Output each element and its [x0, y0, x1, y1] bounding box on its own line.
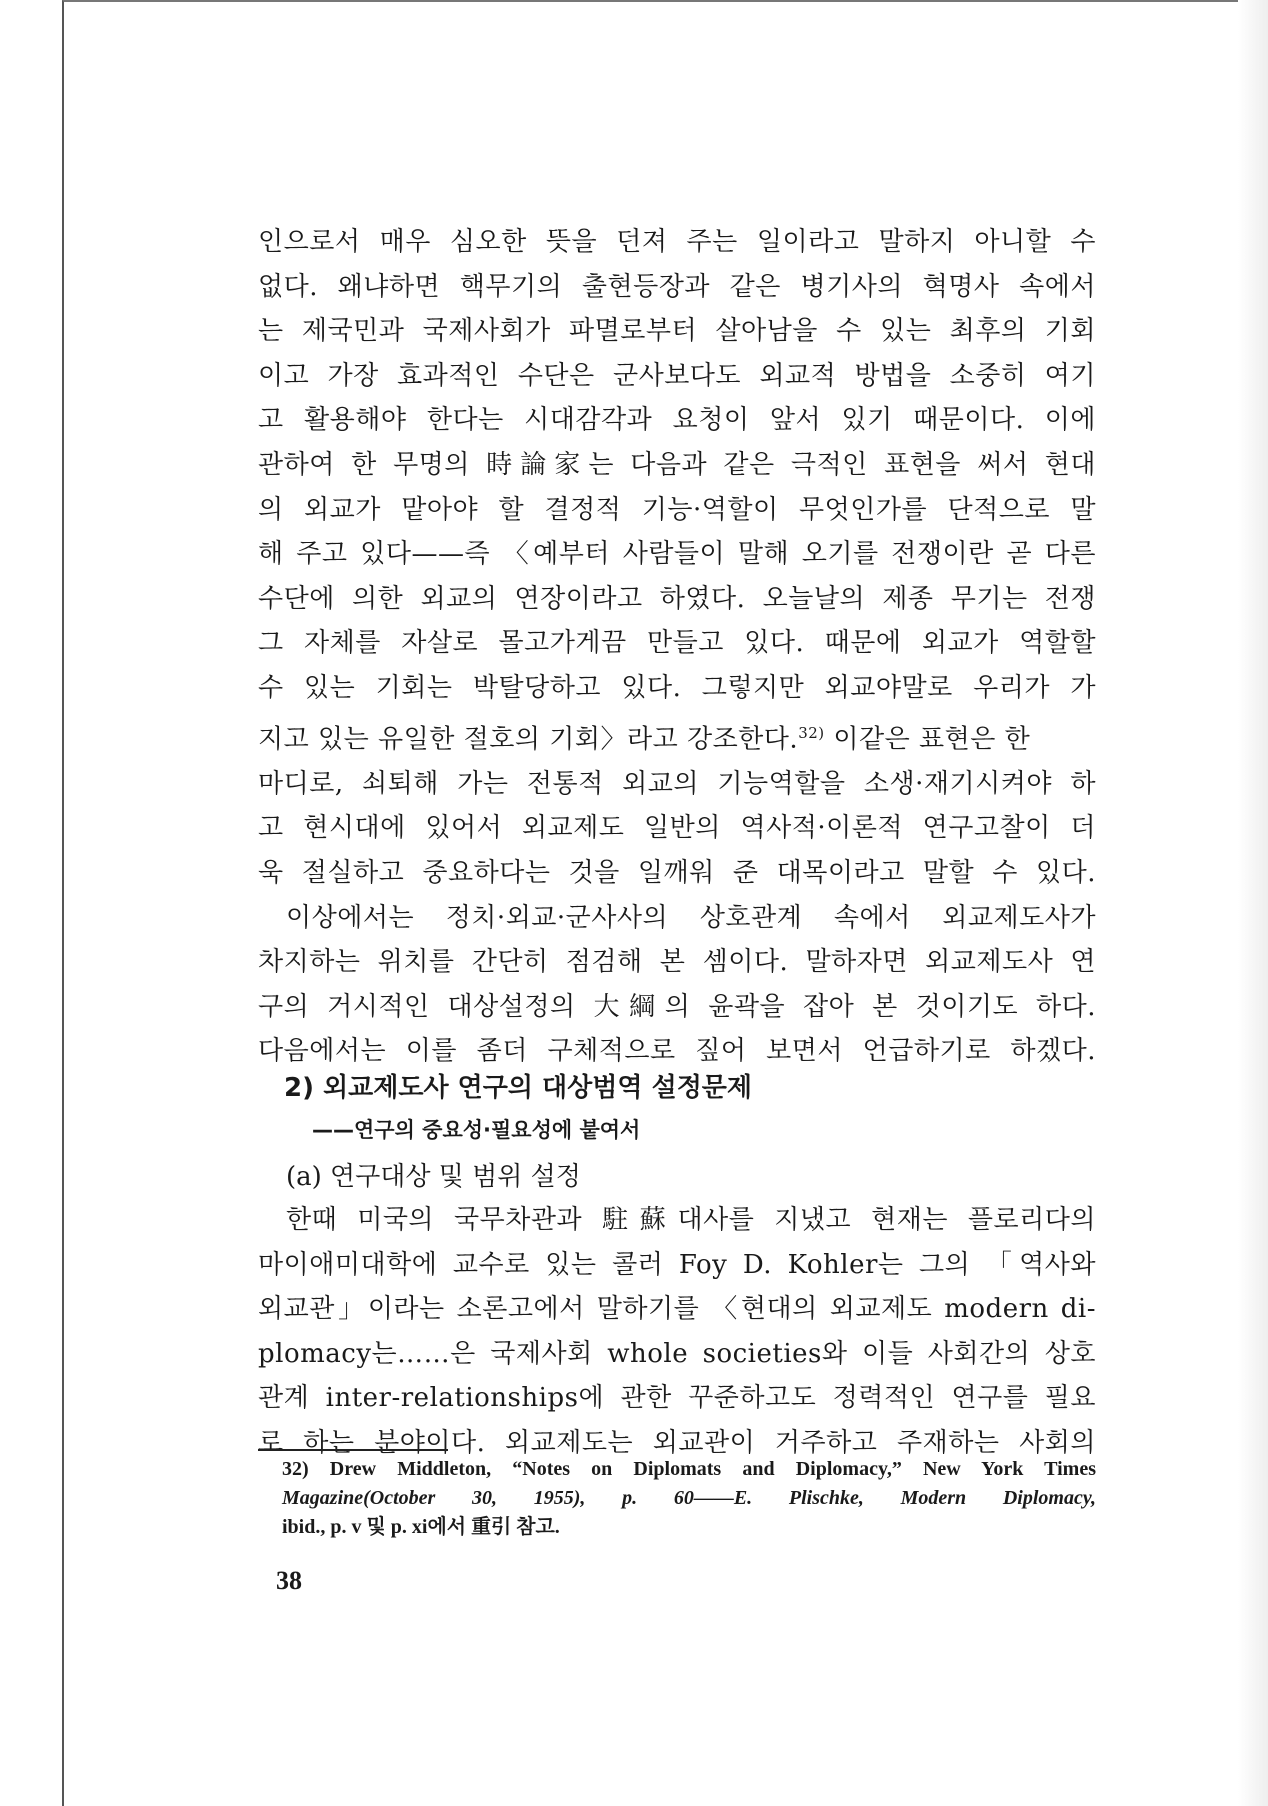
text-line: 차지하는 위치를 간단히 점검해 본 셈이다. 말하자면 외교제도사 연	[258, 947, 1096, 978]
text-line: 구의 거시적인 대상설정의 大綱의 윤곽을 잡아 본 것이기도 하다.	[258, 991, 1096, 1022]
text-line: 의 외교가 맡아야 할 결정적 기능·역할이 무엇인가를 단적으로 말	[258, 494, 1096, 525]
text-line: plomacy는……은 국제사회 whole societies와 이들 사회간의 상호	[258, 1338, 1096, 1369]
text-line: 이고 가장 효과적인 수단은 군사보다도 외교적 방법을 소중히 여기	[258, 360, 1096, 391]
text-line: 이상에서는 정치·외교·군사사의 상호관계 속에서 외교제도사가	[286, 902, 1096, 933]
subsection-heading: (a) 연구대상 및 범위 설정	[286, 1162, 581, 1192]
page-edge-shadow	[1238, 0, 1268, 1806]
text-line: 관하여 한 무명의 時論家는 다음과 같은 극적인 표현을 써서 현대	[258, 449, 1096, 480]
footnote-line: 32) Drew Middleton, “Notes on Diplomats and Diplomacy,” New York Times	[282, 1458, 1096, 1480]
text-line: 다음에서는 이를 좀더 구체적으로 짚어 보면서 언급하기로 하겠다.	[258, 1036, 1096, 1067]
section-subheading: ——연구의 중요성·필요성에 붙여서	[312, 1118, 641, 1142]
text-line: 수 있는 기회는 박탈당하고 있다. 그렇지만 외교야말로 우리가 가	[258, 672, 1096, 703]
footnote-reference: 32)	[798, 723, 825, 742]
text-line: 그 자체를 자살로 몰고가게끔 만들고 있다. 때문에 외교가 역할할	[258, 628, 1096, 659]
text-line-with-footnote	[258, 711, 1096, 762]
page-number: 38	[276, 1566, 302, 1595]
text-segment: 지고 있는 유일한 절호의 기회〉라고 강조한다.	[258, 724, 799, 755]
text-line: 로 하는 분야이다. 외교제도는 외교관이 거주하고 주재하는 사회의	[258, 1427, 1096, 1458]
footnote-line: Magazine(October 30, 1955), p. 60——E. Plischke, Modern Diplomacy,	[282, 1487, 1096, 1509]
footnote-divider	[258, 1449, 448, 1451]
text-line: 고 활용해야 한다는 시대감각과 요청이 앞서 있기 때문이다. 이에	[258, 405, 1096, 436]
text-line: 한때 미국의 국무차관과 駐蘇대사를 지냈고 현재는 플로리다의	[286, 1205, 1096, 1235]
text-line: 외교관」이라는 소론고에서 말하기를 〈현대의 외교제도 modern di-	[258, 1294, 1096, 1325]
body-text-block-1	[258, 220, 1096, 1074]
text-line: 인으로서 매우 심오한 뜻을 던져 주는 일이라고 말하지 아니할 수	[258, 227, 1096, 257]
text-line: 관계 inter-relationships에 관한 꾸준하고도 정력적인 연구를 필요	[258, 1383, 1096, 1414]
text-line: 마이애미대학에 교수로 있는 콜러 Foy D. Kohler는 그의 「역사와	[258, 1249, 1096, 1280]
text-segment: 이같은 표현은 한	[824, 724, 1031, 755]
text-line: 고 현시대에 있어서 외교제도 일반의 역사적·이론적 연구고찰이 더	[258, 813, 1096, 844]
text-line: 욱 절실하고 중요하다는 것을 일깨워 준 대목이라고 말할 수 있다.	[258, 857, 1096, 888]
text-line: 마디로, 쇠퇴해 가는 전통적 외교의 기능역할을 소생·재기시켜야 하	[258, 768, 1096, 799]
text-line: 없다. 왜냐하면 핵무기의 출현등장과 같은 병기사의 혁명사 속에서	[258, 271, 1096, 302]
text-line: 해 주고 있다——즉 〈예부터 사람들이 말해 오기를 전쟁이란 곧 다른	[258, 539, 1096, 570]
footnote	[282, 1455, 1096, 1542]
text-line: 수단에 의한 외교의 연장이라고 하였다. 오늘날의 제종 무기는 전쟁	[258, 583, 1096, 614]
footnote-line: ibid., p. v 및 p. xi에서 重引 참고.	[282, 1516, 560, 1538]
body-text-block-2	[258, 1198, 1096, 1466]
section-heading: 2) 외교제도사 연구의 대상범역 설정문제	[284, 1073, 753, 1103]
text-line: 는 제국민과 국제사회가 파멸로부터 살아남을 수 있는 최후의 기회	[258, 316, 1096, 347]
